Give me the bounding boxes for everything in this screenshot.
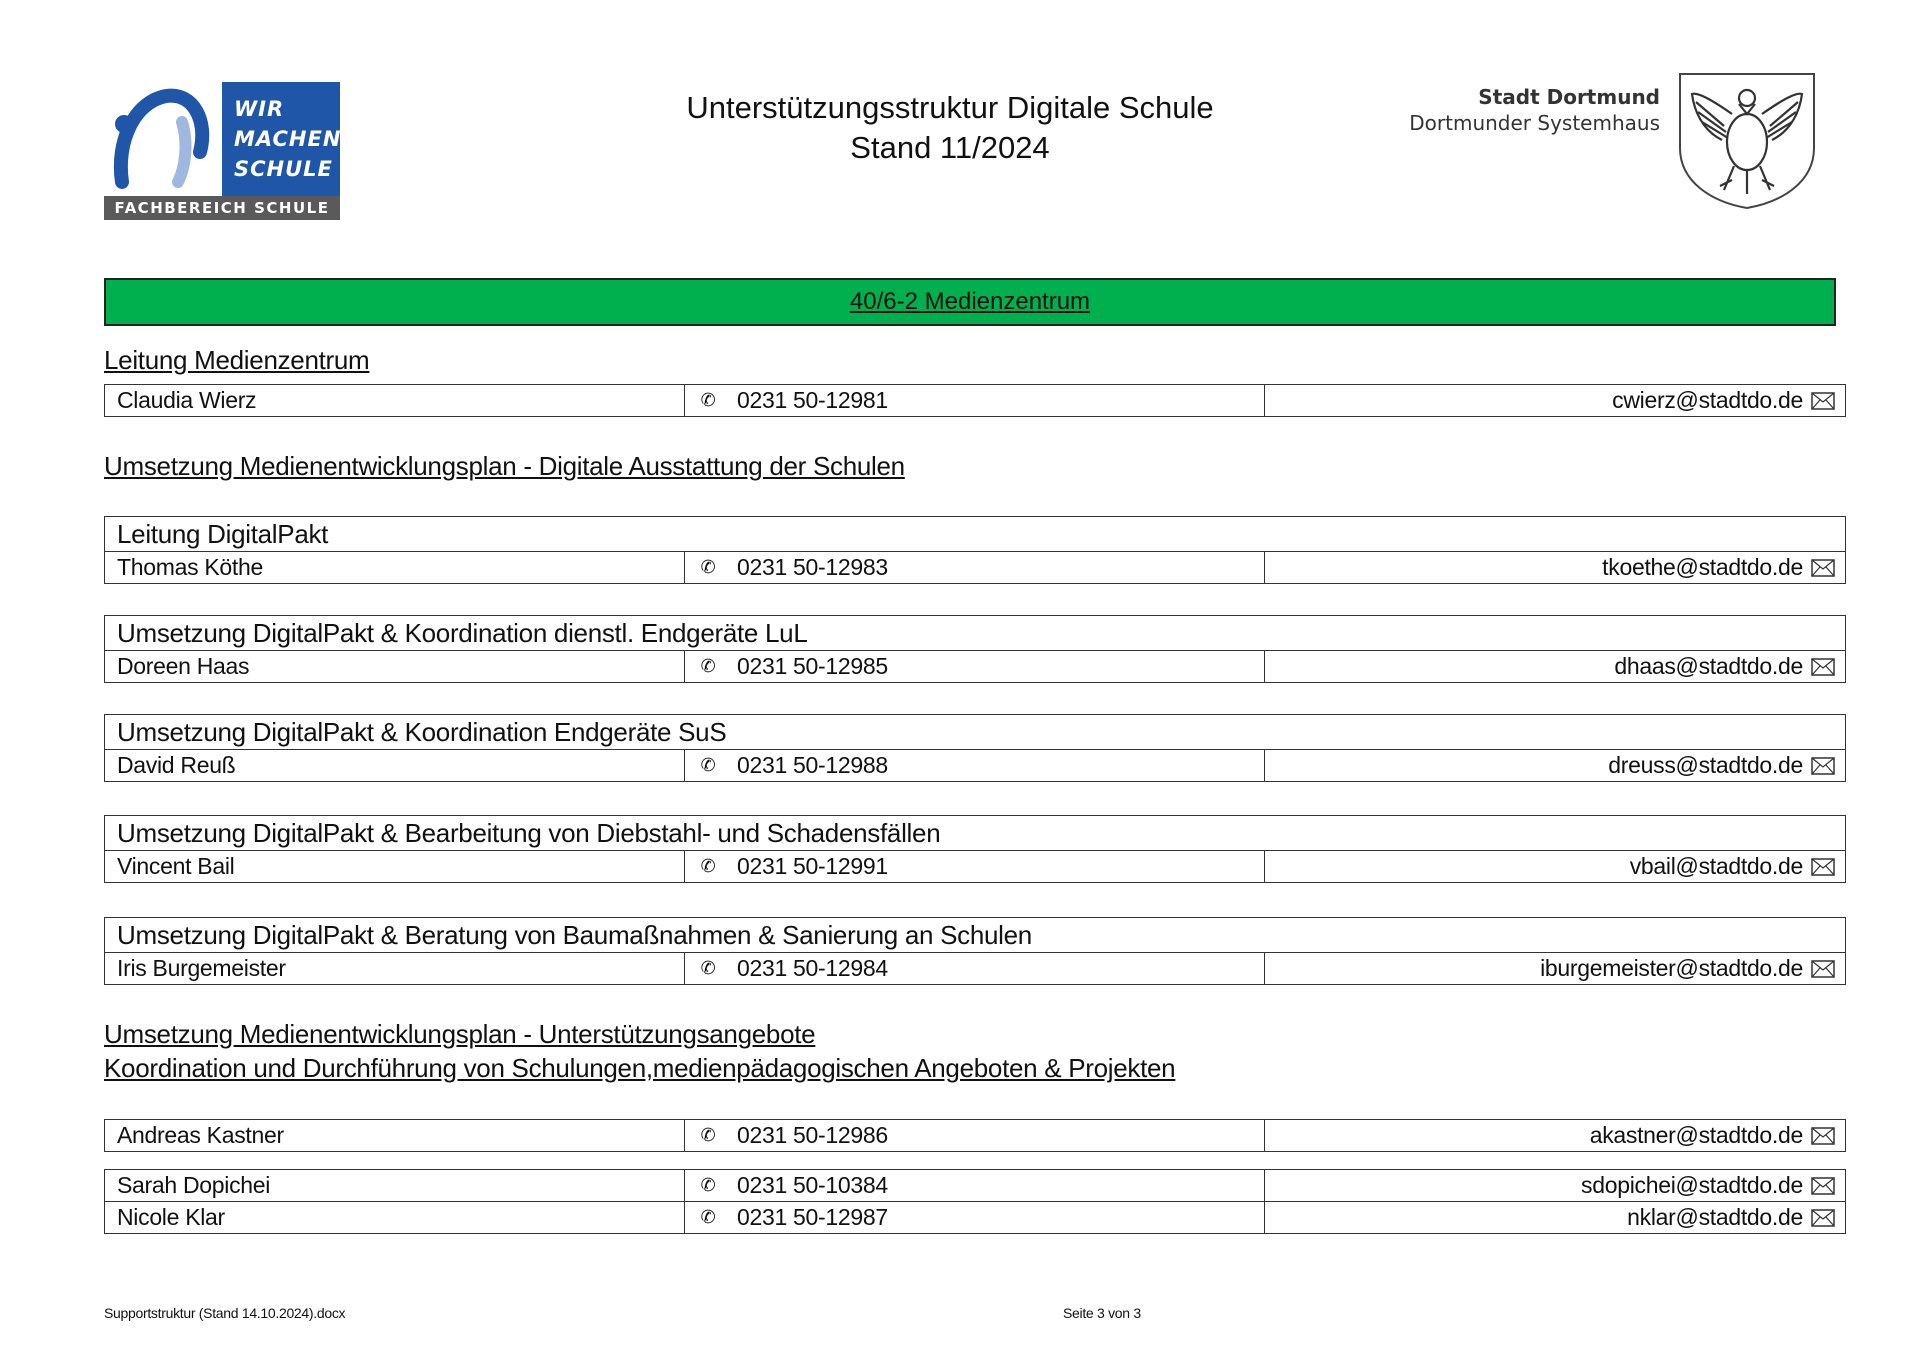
contact-email-cell: [1265, 552, 1845, 583]
contact-email-cell: [1265, 1120, 1845, 1151]
footer-page-number: Seite 3 von 3: [1063, 1305, 1141, 1321]
contact-phone-cell: [685, 552, 1265, 583]
phone-icon: ✆: [700, 557, 716, 578]
section-leitung-medienzentrum: Leitung Medienzentrum: [104, 345, 370, 375]
contact-phone: 0231 50-12986: [737, 1122, 888, 1148]
mail-icon[interactable]: [1811, 858, 1835, 876]
contact-box-kastner: [104, 1119, 1846, 1152]
contact-row: [105, 1201, 1845, 1233]
logo-text: WIR MACHEN SCHULE: [222, 82, 340, 196]
contact-phone: 0231 50-12985: [737, 653, 888, 679]
contact-phone: 0231 50-12981: [737, 387, 888, 413]
phone-icon: ✆: [700, 1175, 716, 1196]
mail-icon[interactable]: [1811, 392, 1835, 410]
contact-box-bail: [104, 815, 1846, 883]
contact-email[interactable]: dhaas@stadtdo.de: [1614, 653, 1803, 679]
contact-email-cell: [1265, 385, 1845, 416]
mail-icon[interactable]: [1811, 658, 1835, 676]
mail-icon[interactable]: [1811, 960, 1835, 978]
contact-name: Vincent Bail: [105, 851, 685, 882]
contact-phone-cell: [685, 1202, 1265, 1233]
contact-row: [105, 750, 1845, 781]
department-banner: 40/6-2 Medienzentrum: [104, 278, 1836, 326]
contact-email-cell: [1265, 953, 1845, 984]
contact-email-cell: [1265, 651, 1845, 682]
eagle-crest-icon: [1672, 70, 1822, 210]
phone-icon: ✆: [700, 958, 716, 979]
mail-icon[interactable]: [1811, 1209, 1835, 1227]
contact-phone: 0231 50-12984: [737, 955, 888, 981]
group-header: Leitung DigitalPakt: [105, 517, 1845, 552]
contact-row: [105, 385, 1845, 416]
contact-email-cell: [1265, 750, 1845, 781]
contact-email[interactable]: cwierz@stadtdo.de: [1612, 387, 1803, 413]
contact-row: [105, 1170, 1845, 1201]
contact-name: Doreen Haas: [105, 651, 685, 682]
phone-icon: ✆: [700, 1207, 716, 1228]
group-header: Umsetzung DigitalPakt & Koordination dienstl. Endgeräte LuL: [105, 616, 1845, 651]
contact-name: Sarah Dopichei: [105, 1170, 685, 1201]
contact-email[interactable]: tkoethe@stadtdo.de: [1602, 554, 1803, 580]
contact-name: Iris Burgemeister: [105, 953, 685, 984]
page-title: Unterstützungsstruktur Digitale Schule: [686, 90, 1214, 125]
contact-phone: 0231 50-12983: [737, 554, 888, 580]
contact-phone: 0231 50-12988: [737, 752, 888, 778]
brand-sub: Dortmunder Systemhaus: [1409, 111, 1660, 135]
mail-icon[interactable]: [1811, 1127, 1835, 1145]
contact-row: [105, 651, 1845, 682]
contact-name: David Reuß: [105, 750, 685, 781]
contact-phone-cell: [685, 953, 1265, 984]
contact-name: Thomas Köthe: [105, 552, 685, 583]
contact-phone-cell: [685, 851, 1265, 882]
group-header: Umsetzung DigitalPakt & Beratung von Baumaßnahmen & Sanierung an Schulen: [105, 918, 1845, 953]
contact-email[interactable]: dreuss@stadtdo.de: [1608, 752, 1803, 778]
contact-phone-cell: [685, 1170, 1265, 1201]
contact-phone-cell: [685, 750, 1265, 781]
mail-icon[interactable]: [1811, 559, 1835, 577]
contact-phone-cell: [685, 651, 1265, 682]
contact-phone-cell: [685, 385, 1265, 416]
contact-phone: 0231 50-12987: [737, 1204, 888, 1230]
contact-row: [105, 953, 1845, 984]
phone-icon: ✆: [700, 856, 716, 877]
contact-email-cell: [1265, 1170, 1845, 1201]
logo-figure-icon: [104, 82, 222, 196]
contact-email[interactable]: nklar@stadtdo.de: [1627, 1204, 1803, 1230]
section-mep-angebote: Umsetzung Medienentwicklungsplan - Unterstützungsangebote: [104, 1019, 816, 1049]
phone-icon: ✆: [700, 1125, 716, 1146]
mail-icon[interactable]: [1811, 1177, 1835, 1195]
contact-name: Andreas Kastner: [105, 1120, 685, 1151]
contact-name: Nicole Klar: [105, 1202, 685, 1233]
contact-row: [105, 851, 1845, 882]
contact-name: Claudia Wierz: [105, 385, 685, 416]
brand-name: Stadt Dortmund: [1478, 85, 1660, 109]
contact-phone: 0231 50-10384: [737, 1172, 888, 1198]
contact-box-koethe: [104, 516, 1846, 584]
logo-wir-machen-schule: [104, 82, 340, 220]
contact-row: [105, 552, 1845, 583]
footer-filename: Supportstruktur (Stand 14.10.2024).docx: [104, 1305, 346, 1321]
phone-icon: ✆: [700, 656, 716, 677]
section-mep-ausstattung: Umsetzung Medienentwicklungsplan - Digitale Ausstattung der Schulen: [104, 451, 905, 481]
page-title-block: [640, 88, 1260, 168]
page-subtitle: Stand 11/2024: [850, 130, 1050, 165]
section-mep-angebote-sub: Koordination und Durchführung von Schulungen,medienpädagogischen Angeboten & Projekten: [104, 1053, 1176, 1083]
contact-phone-cell: [685, 1120, 1265, 1151]
logo-bar: FACHBEREICH SCHULE: [104, 196, 340, 220]
contact-box-haas: [104, 615, 1846, 683]
contact-email[interactable]: iburgemeister@stadtdo.de: [1540, 955, 1803, 981]
contact-phone: 0231 50-12991: [737, 853, 888, 879]
contact-row: [105, 1120, 1845, 1151]
contact-email[interactable]: akastner@stadtdo.de: [1589, 1122, 1803, 1148]
contact-email[interactable]: sdopichei@stadtdo.de: [1581, 1172, 1803, 1198]
phone-icon: ✆: [700, 390, 716, 411]
contact-box-wierz: [104, 384, 1846, 417]
contact-email[interactable]: vbail@stadtdo.de: [1629, 853, 1803, 879]
mail-icon[interactable]: [1811, 757, 1835, 775]
contact-box-reuss: [104, 714, 1846, 782]
contact-email-cell: [1265, 1202, 1845, 1233]
contact-box-burgemeister: [104, 917, 1846, 985]
phone-icon: ✆: [700, 755, 716, 776]
contact-email-cell: [1265, 851, 1845, 882]
contact-box-dopichei-klar: [104, 1169, 1846, 1234]
group-header: Umsetzung DigitalPakt & Koordination Endgeräte SuS: [105, 715, 1845, 750]
group-header: Umsetzung DigitalPakt & Bearbeitung von Diebstahl- und Schadensfällen: [105, 816, 1845, 851]
brand-text: [1380, 84, 1660, 136]
